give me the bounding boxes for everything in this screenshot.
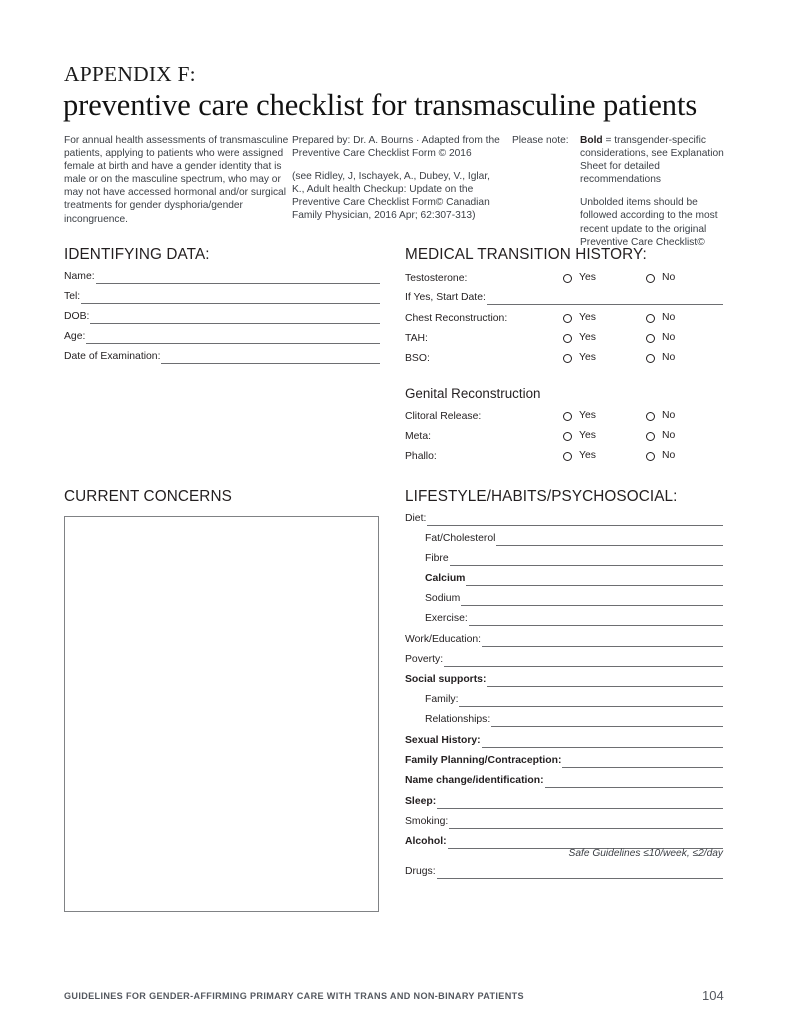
radio-circle-icon — [646, 412, 655, 421]
field-input-date-of-examination[interactable] — [161, 352, 380, 364]
radio-label-no: No — [662, 410, 676, 421]
field-input-sleep[interactable] — [437, 797, 723, 809]
radio-phallo-no[interactable] — [646, 450, 675, 462]
field-row-name-change[interactable] — [405, 773, 723, 788]
unbolded-note-row — [512, 196, 730, 248]
alcohol-safe-guidelines-note: Safe Guidelines ≤10/week, ≤2/day — [568, 848, 723, 859]
radio-bso-yes[interactable] — [563, 352, 596, 364]
radio-testosterone-no[interactable] — [646, 272, 675, 284]
field-row-sleep[interactable] — [405, 794, 723, 809]
field-row-work-education[interactable] — [405, 632, 723, 647]
prepared-by-text: Prepared by: Dr. A. Bourns · Adapted from the Preventive Care Checklist Form © 2016 — [292, 135, 500, 160]
field-input-tel[interactable] — [81, 292, 380, 304]
field-label-fibre: Fibre — [425, 553, 449, 564]
field-label-family-planning: Family Planning/Contraception: — [405, 755, 562, 766]
field-row-family-planning[interactable] — [405, 753, 723, 768]
radio-clitoral-release-yes[interactable] — [563, 410, 596, 422]
field-row-sexual-history[interactable] — [405, 733, 723, 748]
field-input-smoking[interactable] — [449, 817, 723, 829]
identifying-data-heading: IDENTIFYING DATA: — [64, 246, 210, 263]
field-label-relationships: Relationships: — [425, 714, 491, 725]
field-input-age[interactable] — [86, 332, 380, 344]
appendix-label: APPENDIX F: — [64, 62, 196, 86]
field-label-tel: Tel: — [64, 291, 81, 302]
field-label-social-supports: Social supports: — [405, 674, 487, 685]
radio-tah-yes[interactable] — [563, 332, 596, 344]
radio-circle-icon — [563, 452, 572, 461]
radio-chest-reconstruction-yes[interactable] — [563, 312, 596, 324]
field-label-date-of-examination: Date of Examination: — [64, 351, 161, 362]
field-row-tel[interactable] — [64, 289, 380, 304]
yesno-label-meta: Meta: — [405, 431, 431, 442]
radio-bso-no[interactable] — [646, 352, 675, 364]
radio-tah-no[interactable] — [646, 332, 675, 344]
yesno-row-bso — [405, 352, 725, 366]
field-label-smoking: Smoking: — [405, 816, 449, 827]
field-label-calcium: Calcium — [425, 573, 466, 584]
field-label-sodium: Sodium — [425, 593, 461, 604]
genital-reconstruction-heading: Genital Reconstruction — [405, 386, 541, 401]
field-input-social-supports[interactable] — [487, 675, 723, 687]
radio-label-yes: Yes — [579, 450, 596, 461]
radio-label-yes: Yes — [579, 332, 596, 343]
radio-circle-icon — [563, 432, 572, 441]
unbolded-legend-text: Unbolded items should be followed according to the most recent update to the original Preventive Care Checklist© — [580, 197, 718, 248]
field-input-diet[interactable] — [427, 514, 723, 526]
field-row-smoking[interactable] — [405, 814, 723, 829]
yesno-row-tah — [405, 332, 725, 346]
radio-testosterone-yes[interactable] — [563, 272, 596, 284]
field-label-name-change: Name change/identification: — [405, 775, 544, 786]
radio-label-yes: Yes — [579, 312, 596, 323]
radio-label-no: No — [662, 272, 676, 283]
radio-label-no: No — [662, 332, 676, 343]
radio-circle-icon — [563, 354, 572, 363]
footer-title: GUIDELINES FOR GENDER-AFFIRMING PRIMARY CARE WITH TRANS AND NON-BINARY PATIENTS — [64, 991, 524, 1001]
field-input-poverty[interactable] — [444, 655, 723, 667]
field-row-date-of-examination[interactable] — [64, 349, 380, 364]
current-concerns-heading: CURRENT CONCERNS — [64, 488, 232, 505]
field-input-dob[interactable] — [90, 312, 380, 324]
radio-label-yes: Yes — [579, 352, 596, 363]
field-row-poverty[interactable] — [405, 652, 723, 667]
radio-circle-icon — [646, 432, 655, 441]
field-label-alcohol: Alcohol: — [405, 836, 447, 847]
field-label-drugs: Drugs: — [405, 866, 436, 877]
intro-scope-text: For annual health assessments of transmasculine patients, applying to patients who were assigned female at birth and have a gender identity that is male or on the masculine spectrum, who may or may not have accessed hormonal and/or surgical treatments for gender dysphoria/gender incongruence. — [64, 135, 289, 225]
radio-label-yes: Yes — [579, 430, 596, 441]
yesno-row-phallo — [405, 450, 725, 464]
field-row-sodium[interactable] — [425, 591, 723, 606]
field-label-sleep: Sleep: — [405, 796, 437, 807]
field-input-exercise[interactable] — [469, 614, 723, 626]
radio-circle-icon — [563, 274, 572, 283]
radio-meta-yes[interactable] — [563, 430, 596, 442]
yesno-row-testosterone — [405, 272, 725, 286]
field-row-name[interactable] — [64, 269, 380, 284]
yesno-label-chest-reconstruction: Chest Reconstruction: — [405, 313, 508, 324]
field-input-start-date[interactable] — [487, 293, 723, 305]
field-row-relationships[interactable] — [425, 712, 723, 727]
radio-circle-icon — [646, 334, 655, 343]
lifestyle-heading: LIFESTYLE/HABITS/PSYCHOSOCIAL: — [405, 488, 678, 505]
radio-label-no: No — [662, 450, 676, 461]
footer-page-number: 104 — [702, 988, 724, 1003]
field-label-fat-cholesterol: Fat/Cholesterol — [425, 533, 496, 544]
field-input-fibre[interactable] — [450, 554, 723, 566]
radio-label-no: No — [662, 430, 676, 441]
please-note-body — [580, 134, 730, 186]
citation-text: (see Ridley, J, Ischayek, A., Dubey, V., Iglar, K., Adult health Checkup: Update on the Preventive Care Checklist Form© Canadian Family Physician, 2016 Apr; 62:307-313) — [292, 171, 490, 222]
current-concerns-textbox[interactable] — [64, 516, 379, 912]
field-row-drugs[interactable] — [405, 864, 723, 879]
radio-clitoral-release-no[interactable] — [646, 410, 675, 422]
field-row-fibre[interactable] — [425, 551, 723, 566]
radio-circle-icon — [646, 452, 655, 461]
field-label-diet: Diet: — [405, 513, 427, 524]
intro-column-scope — [64, 134, 292, 226]
bold-keyword: Bold — [580, 135, 603, 146]
field-input-work-education[interactable] — [482, 635, 723, 647]
field-label-name: Name: — [64, 271, 95, 282]
field-label-age: Age: — [64, 331, 86, 342]
radio-circle-icon — [563, 334, 572, 343]
please-note-row — [512, 134, 730, 186]
field-row-alcohol[interactable] — [405, 834, 723, 849]
field-input-calcium[interactable] — [466, 574, 723, 586]
radio-circle-icon — [563, 412, 572, 421]
field-label-start-date: If Yes, Start Date: — [405, 292, 486, 303]
field-row-exercise[interactable] — [425, 611, 723, 626]
field-row-start-date[interactable] — [405, 290, 723, 305]
yesno-row-clitoral-release — [405, 410, 725, 424]
yesno-label-bso: BSO: — [405, 353, 430, 364]
bold-legend-text: = transgender-specific considerations, see Explanation Sheet for detailed recommendations — [580, 135, 724, 186]
note-spacer — [512, 196, 580, 248]
field-row-fat-cholesterol[interactable] — [425, 531, 723, 546]
page-title: preventive care checklist for transmasculine patients — [63, 88, 698, 122]
field-input-family-planning[interactable] — [562, 756, 723, 768]
field-input-name[interactable] — [96, 272, 380, 284]
yesno-label-clitoral-release: Clitoral Release: — [405, 411, 482, 422]
intro-column-credits — [292, 134, 504, 223]
radio-chest-reconstruction-no[interactable] — [646, 312, 675, 324]
radio-circle-icon — [563, 314, 572, 323]
radio-circle-icon — [646, 314, 655, 323]
radio-label-no: No — [662, 352, 676, 363]
field-input-sodium[interactable] — [461, 594, 723, 606]
yesno-row-meta — [405, 430, 725, 444]
field-input-relationships[interactable] — [491, 715, 723, 727]
please-note-label: Please note: — [512, 135, 569, 146]
radio-meta-no[interactable] — [646, 430, 675, 442]
field-row-calcium[interactable] — [425, 571, 723, 586]
field-label-family: Family: — [425, 694, 459, 705]
field-input-family[interactable] — [459, 695, 723, 707]
field-row-social-supports[interactable] — [405, 672, 723, 687]
field-label-work-education: Work/Education: — [405, 634, 482, 645]
field-input-drugs[interactable] — [437, 867, 723, 879]
field-row-dob[interactable] — [64, 309, 380, 324]
field-input-name-change[interactable] — [545, 776, 723, 788]
radio-circle-icon — [646, 274, 655, 283]
field-label-dob: DOB: — [64, 311, 90, 322]
radio-label-yes: Yes — [579, 272, 596, 283]
field-row-age[interactable] — [64, 329, 380, 344]
radio-label-yes: Yes — [579, 410, 596, 421]
field-input-sexual-history[interactable] — [482, 736, 723, 748]
yesno-label-tah: TAH: — [405, 333, 428, 344]
field-row-diet[interactable] — [405, 511, 723, 526]
radio-phallo-yes[interactable] — [563, 450, 596, 462]
radio-label-no: No — [662, 312, 676, 323]
medical-transition-history-heading: MEDICAL TRANSITION HISTORY: — [405, 246, 647, 263]
field-label-exercise: Exercise: — [425, 613, 468, 624]
intro-column-note — [512, 134, 730, 249]
field-label-poverty: Poverty: — [405, 654, 444, 665]
field-label-sexual-history: Sexual History: — [405, 735, 481, 746]
radio-circle-icon — [646, 354, 655, 363]
yesno-label-testosterone: Testosterone: — [405, 273, 468, 284]
field-row-family[interactable] — [425, 692, 723, 707]
yesno-label-phallo: Phallo: — [405, 451, 437, 462]
field-input-fat-cholesterol[interactable] — [496, 534, 723, 546]
yesno-row-chest-reconstruction — [405, 312, 725, 326]
